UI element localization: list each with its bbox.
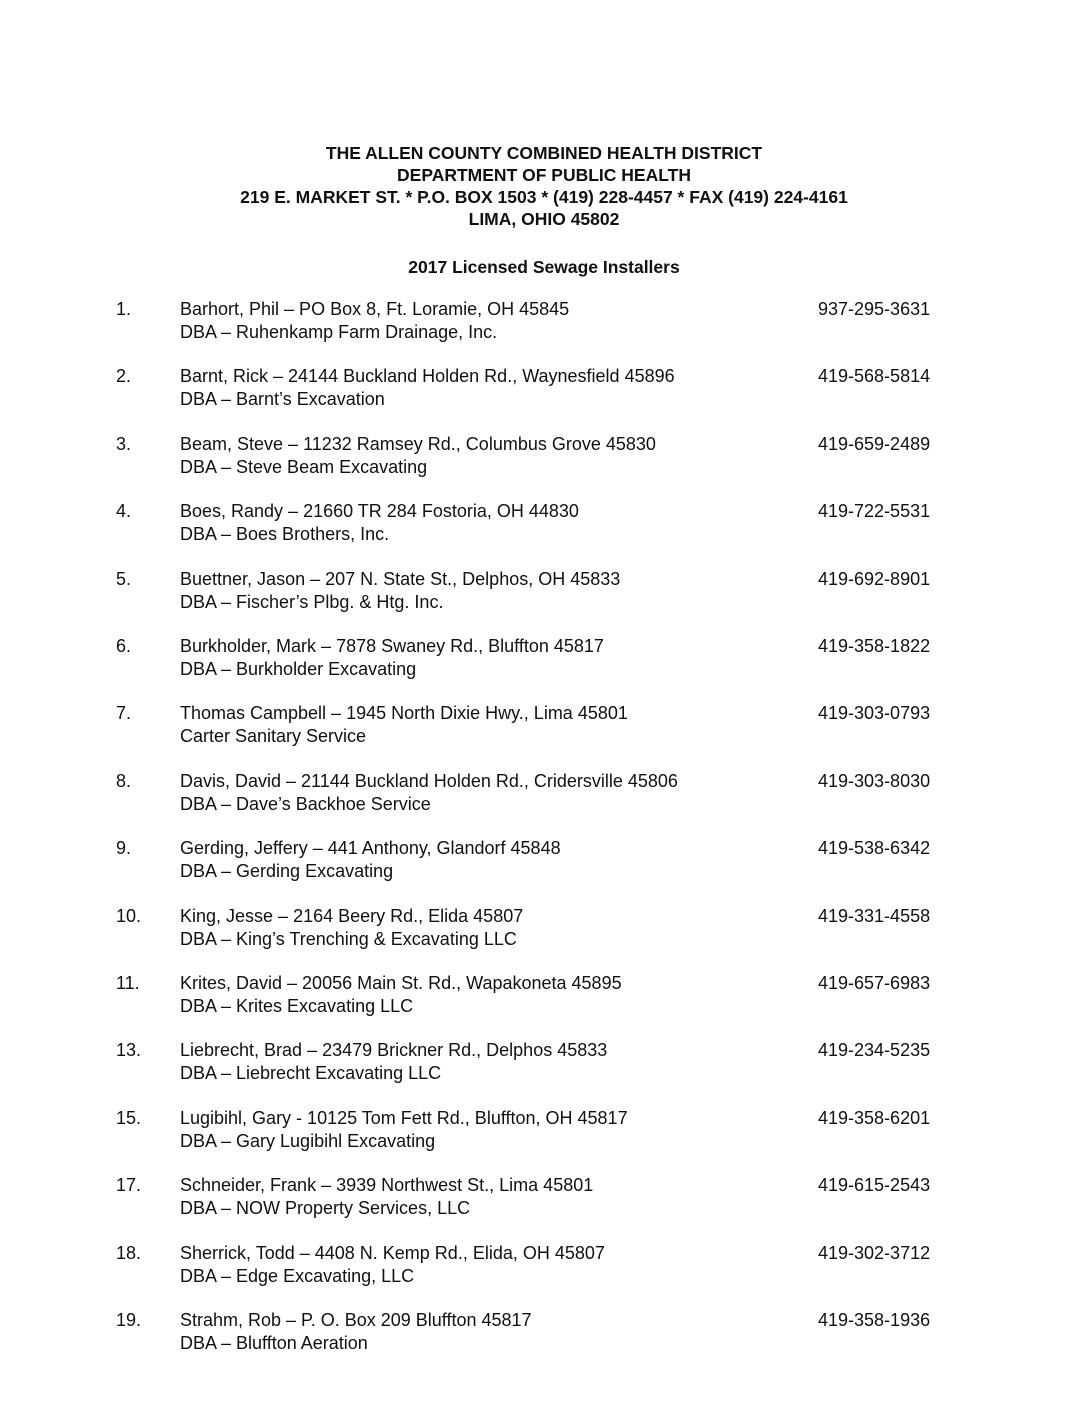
list-item	[0, 568, 1088, 614]
entry-number: 2.	[116, 366, 132, 387]
business-name: DBA – Liebrecht Excavating LLC	[180, 1063, 442, 1084]
list-item	[0, 433, 1088, 479]
business-name: DBA – Boes Brothers, Inc.	[180, 524, 390, 545]
entry-number: 11.	[116, 973, 140, 993]
phone-number: 419-657-6983	[818, 973, 931, 993]
letterhead	[0, 142, 1088, 230]
phone-number: 419-568-5814	[818, 366, 931, 387]
entry-number: 8.	[116, 770, 132, 791]
phone-number: 419-303-0793	[818, 703, 931, 724]
business-name: DBA – Dave’s Backhoe Service	[180, 793, 431, 814]
installer-name-address: Beam, Steve – 11232 Ramsey Rd., Columbus Grove 45830	[180, 433, 656, 454]
entry-number: 6.	[116, 636, 132, 656]
installer-name-address: Lugibihl, Gary - 10125 Tom Fett Rd., Bluffton, OH 45817	[180, 1107, 628, 1128]
installer-name-address: Krites, David – 20056 Main St. Rd., Wapakoneta 45895	[180, 973, 622, 993]
installer-name-address: Sherrick, Todd – 4408 N. Kemp Rd., Elida, OH 45807	[180, 1242, 605, 1263]
list-item	[0, 1174, 1088, 1220]
business-name: DBA – Burkholder Excavating	[180, 659, 417, 679]
installer-name-address: Strahm, Rob – P. O. Box 209 Bluffton 45817	[180, 1310, 532, 1330]
phone-number: 419-303-8030	[818, 770, 931, 791]
phone-number: 419-722-5531	[818, 501, 931, 522]
business-name: DBA – Ruhenkamp Farm Drainage, Inc.	[180, 322, 498, 342]
list-item	[0, 837, 1088, 883]
business-name: DBA – Fischer’s Plbg. & Htg. Inc.	[180, 591, 444, 612]
phone-number: 419-358-1936	[818, 1310, 931, 1330]
installer-name-address: Buettner, Jason – 207 N. State St., Delphos, OH 45833	[180, 568, 621, 589]
list-item	[0, 972, 1088, 1018]
contact-address: 219 E. MARKET ST. * P.O. BOX 1503 * (419) 228-4457 * FAX (419) 224-4161	[240, 187, 848, 207]
list-item	[0, 1309, 1088, 1355]
business-name: DBA – Gary Lugibihl Excavating	[180, 1130, 436, 1151]
business-name: DBA – NOW Property Services, LLC	[180, 1198, 471, 1219]
installer-name-address: Burkholder, Mark – 7878 Swaney Rd., Bluffton 45817	[180, 636, 604, 656]
entry-number: 7.	[116, 703, 132, 724]
business-name: DBA – Gerding Excavating	[180, 861, 394, 882]
phone-number: 419-234-5235	[818, 1040, 931, 1061]
installer-name-address: Barnt, Rick – 24144 Buckland Holden Rd., Waynesfield 45896	[180, 366, 675, 387]
business-name: Carter Sanitary Service	[180, 726, 367, 747]
installer-name-address: Barhort, Phil – PO Box 8, Ft. Loramie, OH 45845	[180, 299, 570, 319]
phone-number: 937-295-3631	[818, 299, 931, 319]
department-name: DEPARTMENT OF PUBLIC HEALTH	[397, 165, 691, 185]
installer-name-address: King, Jesse – 2164 Beery Rd., Elida 45807	[180, 905, 524, 926]
entry-number: 19.	[116, 1310, 142, 1330]
city-state-zip: LIMA, OHIO 45802	[468, 209, 620, 229]
entry-number: 5.	[116, 568, 132, 589]
phone-number: 419-538-6342	[818, 838, 931, 859]
installer-name-address: Gerding, Jeffery – 441 Anthony, Glandorf 45848	[180, 838, 561, 859]
list-item	[0, 1107, 1088, 1153]
installer-name-address: Liebrecht, Brad – 23479 Brickner Rd., Delphos 45833	[180, 1040, 608, 1061]
phone-number: 419-358-6201	[818, 1107, 931, 1128]
list-item	[0, 298, 1088, 344]
entry-number: 15.	[116, 1107, 142, 1128]
list-item	[0, 1242, 1088, 1288]
phone-number: 419-692-8901	[818, 568, 931, 589]
installer-name-address: Boes, Randy – 21660 TR 284 Fostoria, OH 44830	[180, 501, 579, 522]
phone-number: 419-659-2489	[818, 433, 931, 454]
phone-number: 419-302-3712	[818, 1242, 931, 1263]
list-item	[0, 635, 1088, 681]
business-name: DBA – Steve Beam Excavating	[180, 456, 428, 477]
phone-number: 419-331-4558	[818, 905, 931, 926]
list-item	[0, 500, 1088, 546]
entry-number: 3.	[116, 433, 132, 454]
business-name: DBA – Bluffton Aeration	[180, 1333, 368, 1353]
entry-number: 13.	[116, 1040, 142, 1061]
entry-number: 10.	[116, 905, 142, 926]
list-item	[0, 770, 1088, 816]
phone-number: 419-615-2543	[818, 1175, 931, 1196]
entry-number: 4.	[116, 501, 132, 522]
entry-number: 18.	[116, 1242, 142, 1263]
entry-number: 1.	[116, 299, 132, 319]
phone-number: 419-358-1822	[818, 636, 931, 656]
list-item	[0, 702, 1088, 748]
list-item	[0, 1039, 1088, 1085]
document-title: 2017 Licensed Sewage Installers	[408, 257, 680, 277]
installer-name-address: Thomas Campbell – 1945 North Dixie Hwy., Lima 45801	[180, 703, 628, 724]
list-item	[0, 905, 1088, 951]
entry-number: 17.	[116, 1175, 142, 1196]
business-name: DBA – Krites Excavating LLC	[180, 996, 414, 1016]
business-name: DBA – King’s Trenching & Excavating LLC	[180, 928, 517, 949]
entry-number: 9.	[116, 838, 132, 859]
list-item	[0, 365, 1088, 411]
business-name: DBA – Edge Excavating, LLC	[180, 1265, 415, 1286]
installer-name-address: Davis, David – 21144 Buckland Holden Rd., Cridersville 45806	[180, 770, 678, 791]
business-name: DBA – Barnt’s Excavation	[180, 389, 385, 410]
organization-name: THE ALLEN COUNTY COMBINED HEALTH DISTRICT	[325, 143, 763, 163]
installer-name-address: Schneider, Frank – 3939 Northwest St., Lima 45801	[180, 1175, 594, 1196]
